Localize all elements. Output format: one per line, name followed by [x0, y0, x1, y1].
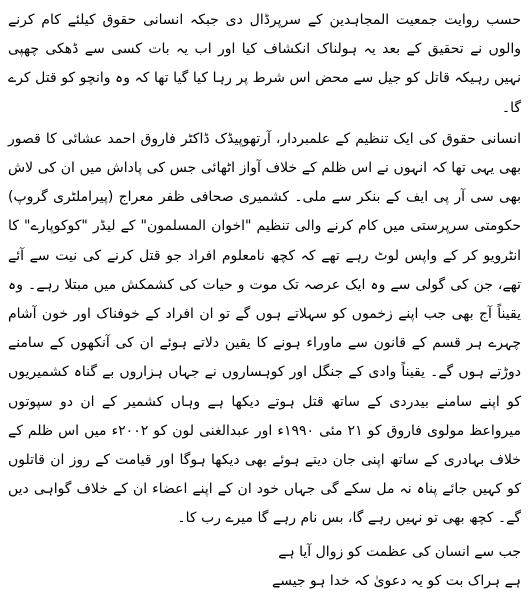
paragraph-2: انسانی حقوق کی ایک تنظیم کے علمبردار، آرتھوپیڈک ڈاکٹر فاروق احمد عشائی کا قصور بھی یہی تھا کہ انہوں نے اس ظلم کے خلاف آواز اٹھائی جس کی پاداش میں ان کی لاش بھی سی آر پی ایف کے بنکر سے ملی۔ کشمیری صحافی ظفر معراج (پیراملٹری گروپ) حکومتی سرپرستی میں کام کرنے والی تنظیم "اخوان المسلمون" کے لیڈر "کوکوپارے" کا انٹرویو کر کے واپس لوٹ رہے تھے کہ کچھ نامعلوم افراد جو قتل کرنے کی نیت سے آئے تھے، جن کی گولی سے وہ ایک عرصہ تک موت و حیات کی کشمکش میں مبتلا رہے۔ وہ یقیناً آج بھی جب اپنے زخموں کو سہلاتے ہوں گے تو ان افراد کے خوفناک اور خون آشام چہرے ہر قسم کے قانون سے ماوراء ہونے کا یقین دلاتے ہوئے ان کی آنکھوں کے سامنے دوڑتے ہوں گے۔ یقیناً وادی کے جنگل اور کوہساروں نے جہاں ہزاروں بے گناہ کشمیریوں کو اپنے سامنے بیدردی کے ساتھ قتل ہوتے دیکھا ہے وہاں کشمیر کے ان دو سپوتوں میرواعظ مولوی فاروق کو ۲۱ مئی ۱۹۹۰ء اور عبدالغنی لون کو ۲۰۰۲ء میں اس ظلم کے خلاف بہادری کے ساتھ اپنی جان دیتے ہوئے بھی دیکھا ہوگا اور قیامت کے روز ان قاتلوں کو کہیں جائے پناہ نہ مل سکے گی جہاں خود ان کے اپنے اعضاء ان کے خلاف گواہی دیں گے۔ کچھ بھی تو نہیں رہے گا، بس نام رہے گا میرے رب کا۔ — [8, 130, 522, 527]
verse-line-1: جب سے انسان کی عظمت کو زوال آیا ہے — [278, 543, 521, 560]
verse-line-2: ہے ہراک بت کو یہ دعویٰ کہ خدا ہو جیسے — [272, 572, 521, 589]
paragraph-1: حسب روایت جمعیت المجاہدین کے سرپرڈال دی جبکہ انسانی حقوق کیلئے کام کرنے والوں نے تحقیق کے بعد یہ ہولناک انکشاف کیا اور اب یہ بات کسی سے ڈھکی چھپی نہیں رہیکہ قاتل کو جیل سے محض اس شرط پر رہا کیا گیا تھا کہ وہ وانچو کو قتل کرے گا۔ — [8, 12, 521, 116]
